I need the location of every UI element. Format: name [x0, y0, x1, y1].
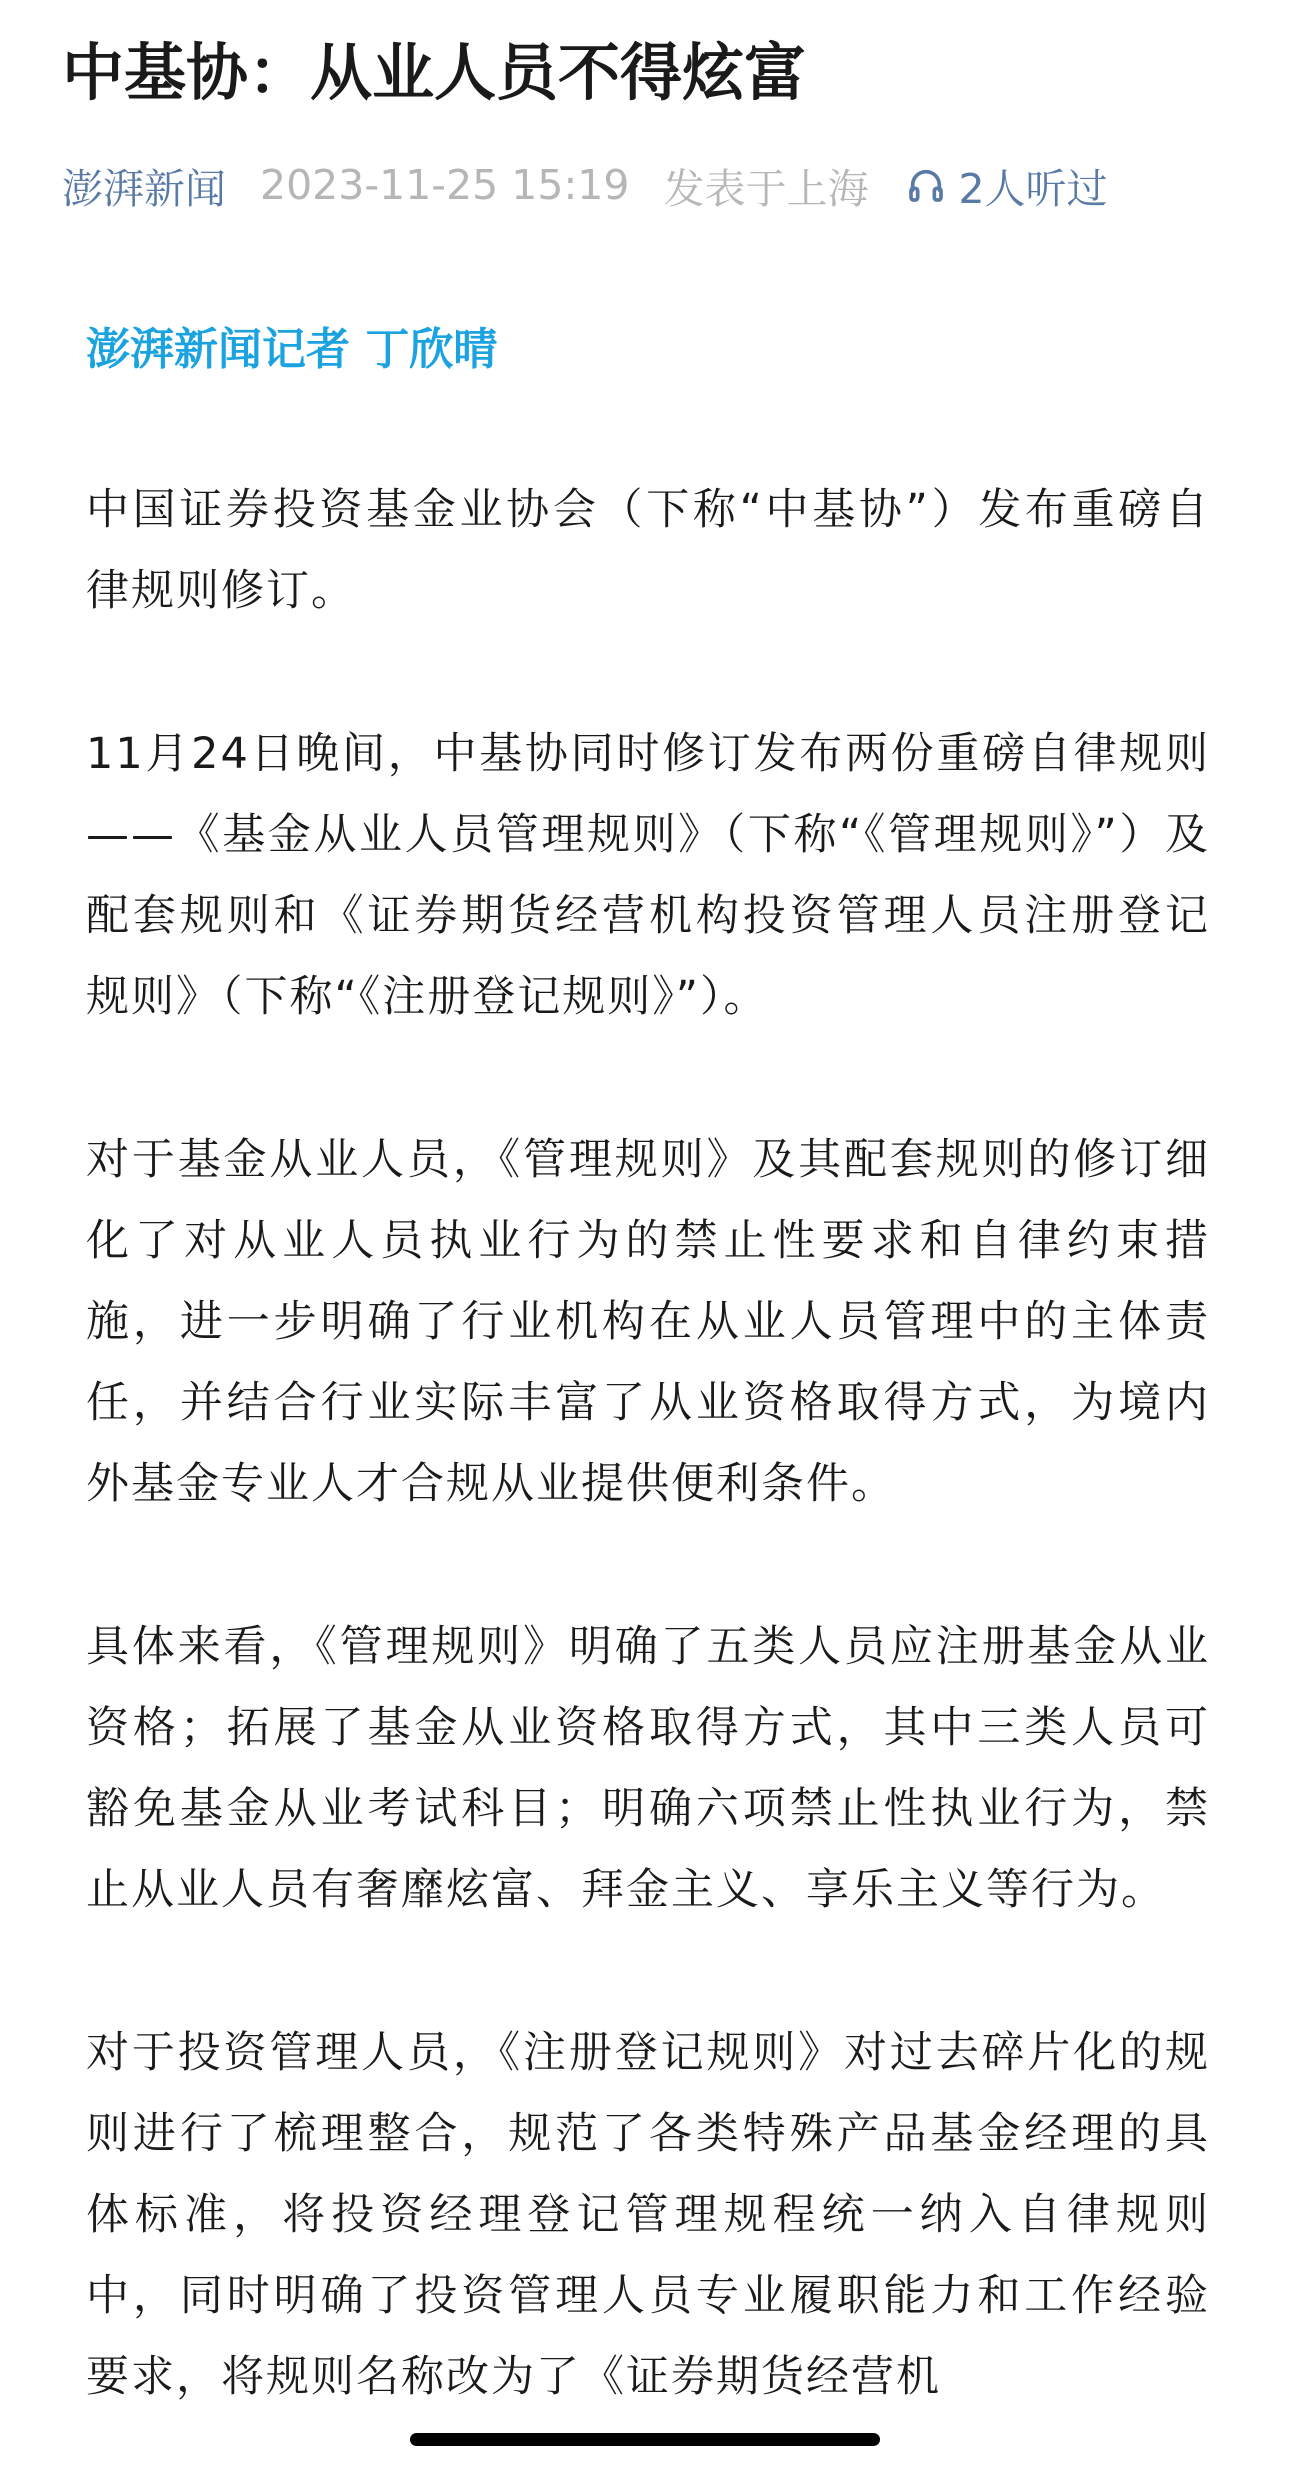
headphones-icon — [906, 165, 946, 205]
article-body — [86, 470, 1210, 2474]
author-byline[interactable]: 澎湃新闻记者 丁欣晴 — [86, 324, 498, 375]
article-paragraph: 对于基金从业人员，《管理规则》及其配套规则的修订细化了对从业人员执业行为的禁止性要求和自律约束措施，进一步明确了行业机构在从业人员管理中的主体责任，并结合行业实际丰富了从业资格取得方式，为境内外基金专业人才合规从业提供便利条件。 — [86, 1135, 1210, 1509]
listen-count: 2人听过 — [958, 164, 1108, 213]
article-meta — [62, 150, 1108, 220]
publish-location: 发表于上海 — [663, 164, 869, 213]
article-title: 中基协：从业人员不得炫富 — [62, 36, 807, 109]
home-indicator[interactable] — [410, 2433, 880, 2446]
article-paragraph: 11月24日晚间，中基协同时修订发布两份重磅自律规则——《基金从业人员管理规则》（下称“《管理规则》”）及配套规则和《证券期货经营机构投资管理人员注册登记规则》（下称“《注册登记规则》”）。 — [86, 729, 1210, 1022]
article-paragraph: 中国证券投资基金业协会（下称“中基协”）发布重磅自律规则修订。 — [86, 485, 1210, 616]
article-paragraph: 具体来看，《管理规则》明确了五类人员应注册基金从业资格；拓展了基金从业资格取得方式，其中三类人员可豁免基金从业考试科目；明确六项禁止性执业行为，禁止从业人员有奢靡炫富、拜金主义、享乐主义等行为。 — [86, 1622, 1210, 1915]
article-paragraph: 对于投资管理人员，《注册登记规则》对过去碎片化的规则进行了梳理整合，规范了各类特殊产品基金经理的具体标准，将投资经理登记管理规程统一纳入自律规则中，同时明确了投资管理人员专业履职能力和工作经验要求，将规则名称改为了《证券期货经营机 — [86, 2028, 1210, 2402]
listen-button[interactable] — [906, 156, 1107, 215]
publish-date: 2023-11-25 15:19 — [260, 161, 630, 209]
source-link[interactable]: 澎湃新闻 — [62, 164, 226, 213]
